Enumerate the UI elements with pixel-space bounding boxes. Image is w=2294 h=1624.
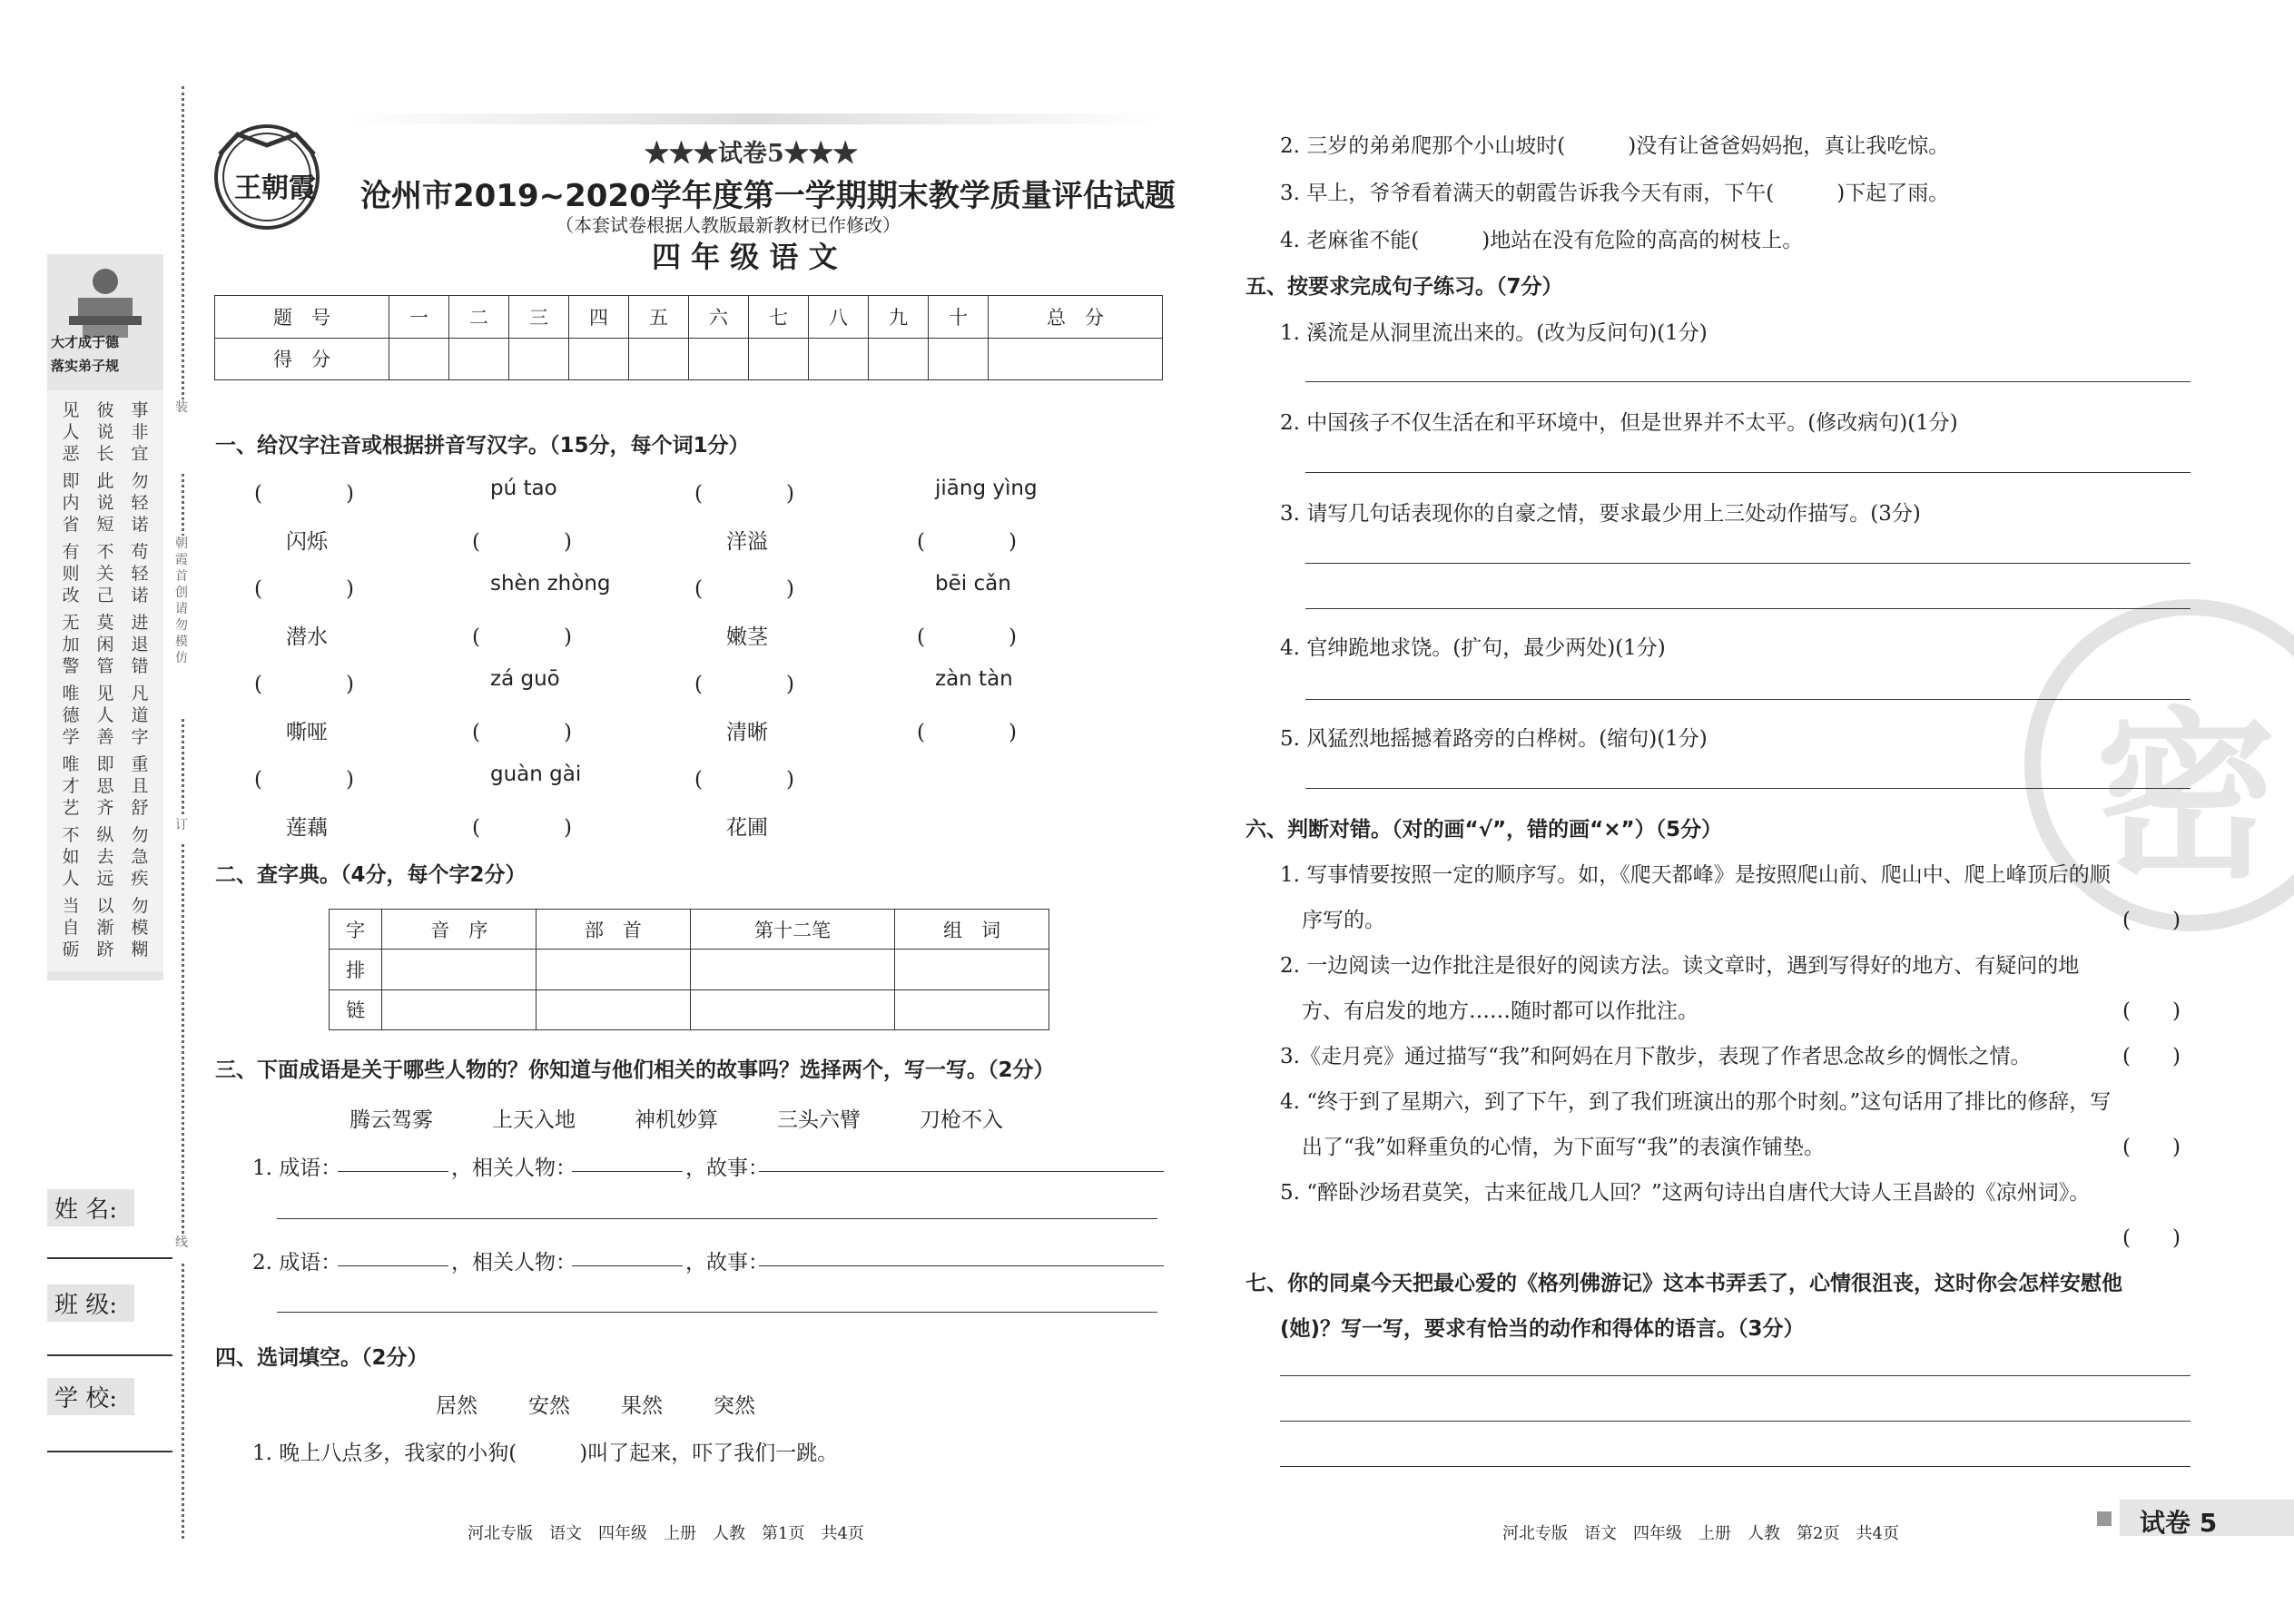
- answer-paren[interactable]: ( ): [694, 482, 794, 506]
- class-field[interactable]: [47, 1354, 172, 1356]
- name-label: 姓 名:: [47, 1189, 134, 1226]
- score-label-cell: 得 分: [215, 338, 389, 380]
- motto-text: 凡 道 字: [131, 684, 149, 747]
- pinyin-text: bēi cǎn: [935, 572, 1011, 595]
- score-header-cell: 一: [389, 296, 449, 339]
- idiom-1-story-line-2[interactable]: [277, 1218, 1157, 1219]
- score-header-cell: 九: [869, 296, 929, 339]
- section-3-title: 三、下面成语是关于哪些人物的？你知道与他们相关的故事吗？选择两个，写一写。（2分）: [215, 1058, 1055, 1082]
- motto-text: 见 人 善: [96, 684, 114, 747]
- side-mark-ding: 订: [171, 817, 192, 844]
- answer-paren[interactable]: ( ): [694, 768, 794, 792]
- fill-q1: 1. 晚上八点多，我家的小狗( )叫了起来，吓了我们一跳。: [252, 1442, 839, 1465]
- comfort-answer-line-2[interactable]: [1280, 1421, 2191, 1422]
- comfort-answer-line-3[interactable]: [1280, 1466, 2191, 1467]
- word-option: 果然: [621, 1394, 663, 1418]
- side-mark-xian: 线: [171, 1235, 192, 1262]
- sentence-q2-answer-line[interactable]: [1305, 472, 2191, 473]
- answer-paren[interactable]: ( ): [254, 673, 354, 696]
- section-7-title-line-2: (她)？写一写，要求有恰当的动作和得体的语言。（3分）: [1280, 1317, 1805, 1341]
- dict-input-cell[interactable]: [537, 989, 691, 1029]
- idiom-item-2-label: 2. 成语：: [252, 1251, 342, 1275]
- score-header-cell: 五: [629, 296, 689, 339]
- answer-paren[interactable]: ( ): [254, 482, 354, 506]
- sidebar-caption-2: 落实弟子规: [51, 358, 120, 374]
- sentence-q3: 3. 请写几句话表现你的自豪之情，要求最少用上三处动作描写。(3分): [1280, 502, 1921, 526]
- motto-text: 勿 模 糊: [131, 896, 149, 960]
- idiom-2-story-label: ，故事：: [685, 1251, 769, 1275]
- idiom-2-story-line-2[interactable]: [277, 1312, 1157, 1313]
- dict-char-cell: 链: [330, 989, 382, 1029]
- score-header-cell: 三: [509, 296, 569, 339]
- section-4-title: 四、选词填空。（2分）: [215, 1346, 428, 1370]
- hanzi-word: 花圃: [726, 815, 768, 840]
- motto-text: 此 说 短: [96, 471, 114, 535]
- word-option: 安然: [528, 1394, 570, 1418]
- fill-q4: 4. 老麻雀不能( )地站在没有危险的高高的树枝上。: [1280, 229, 1804, 252]
- answer-paren[interactable]: ( ): [472, 720, 572, 744]
- class-label: 班 级:: [47, 1284, 134, 1322]
- judge-q2-line-1: 2. 一边阅读一边作批注是很好的阅读方法。读文章时，遇到写得好的地方、有疑问的地: [1280, 954, 2080, 978]
- score-header-cell: 题 号: [215, 296, 389, 339]
- hanzi-word: 嘶哑: [286, 720, 328, 744]
- footer-right: 河北专版 语文 四年级 上册 人教 第2页 共4页: [1502, 1524, 1899, 1543]
- side-mark-notice: 朝霞首创 请勿模仿: [171, 536, 192, 717]
- idiom-word: 神机妙算: [635, 1108, 718, 1132]
- dict-header-cell: 字: [330, 910, 382, 950]
- motto-text: 纵 去 远: [96, 825, 114, 889]
- answer-paren[interactable]: ( ): [917, 529, 1017, 554]
- motto-text: 事 非 宜: [131, 400, 149, 464]
- motto-text: 以 渐 跻: [96, 896, 114, 960]
- sentence-q3-answer-line-2[interactable]: [1305, 608, 2191, 609]
- hanzi-word: 闪烁: [286, 529, 328, 554]
- sentence-q3-answer-line-1[interactable]: [1305, 563, 2191, 564]
- score-input-cell[interactable]: [869, 338, 929, 380]
- answer-paren[interactable]: ( ): [917, 625, 1017, 649]
- score-input-cell[interactable]: [449, 338, 509, 380]
- judge-q5: 5. “醉卧沙场君莫笑，古来征战几人回？”这两句诗出自唐代大诗人王昌龄的《凉州词》。: [1280, 1181, 2091, 1205]
- dict-input-cell[interactable]: [895, 950, 1049, 989]
- school-label: 学 校:: [47, 1378, 134, 1415]
- answer-paren[interactable]: ( ): [472, 529, 572, 554]
- hanzi-word: 清晰: [726, 720, 768, 744]
- footer-badge: 试卷 5: [2140, 1508, 2218, 1538]
- idiom-1-field[interactable]: [338, 1171, 448, 1172]
- dict-char-cell: 排: [330, 950, 382, 989]
- idiom-1-story-field[interactable]: [759, 1171, 1164, 1172]
- motto-text: 唯 德 学: [62, 684, 80, 747]
- motto-block: [47, 390, 163, 971]
- score-header-cell: 二: [449, 296, 509, 339]
- score-input-cell[interactable]: [749, 338, 809, 380]
- answer-paren[interactable]: ( ): [254, 577, 354, 601]
- judge-q3-answer[interactable]: ( ): [2122, 1045, 2181, 1068]
- section-1-title: 一、给汉字注音或根据拼音写汉字。（15分，每个词1分）: [215, 434, 750, 458]
- dict-header-cell: 部 首: [537, 910, 691, 950]
- sentence-q5-answer-line[interactable]: [1305, 788, 2191, 789]
- dict-input-cell[interactable]: [895, 989, 1049, 1029]
- answer-paren[interactable]: ( ): [472, 625, 572, 649]
- dict-header-cell: 第十二笔: [690, 910, 894, 950]
- dict-header-cell: 音 序: [382, 910, 537, 950]
- scholar-icon: [60, 261, 151, 343]
- motto-text: 莫 闲 管: [96, 613, 114, 676]
- idiom-word: 上天入地: [492, 1108, 576, 1132]
- section-7-title-line-1: 七、你的同桌今天把最心爱的《格列佛游记》这本书弄丢了，心情很沮丧，这时你会怎样安慰他: [1245, 1272, 2122, 1295]
- hanzi-word: 潜水: [286, 625, 328, 649]
- grade-subject: 四 年 级 语 文: [652, 240, 838, 274]
- dict-input-cell[interactable]: [382, 989, 537, 1029]
- paper-number: ★★★试卷5★★★: [645, 140, 858, 168]
- word-option: 居然: [436, 1394, 478, 1418]
- motto-text: 苟 轻 诺: [131, 542, 149, 605]
- footer-decor-icon: [2097, 1511, 2112, 1526]
- hanzi-word: 嫩茎: [726, 625, 768, 649]
- answer-paren[interactable]: ( ): [917, 720, 1017, 744]
- score-input-cell[interactable]: [929, 338, 989, 380]
- judge-q1-line-1: 1. 写事情要按照一定的顺序写。如，《爬天都峰》是按照爬山前、爬山中、爬上峰顶后的顺: [1280, 863, 2111, 887]
- fill-q2: 2. 三岁的弟弟爬那个小山坡时( )没有让爸爸妈妈抱，真让我吃惊。: [1280, 134, 1950, 158]
- score-header-cell: 四: [569, 296, 629, 339]
- header-ribbon: [345, 113, 1162, 124]
- motto-text: 进 退 错: [131, 613, 149, 676]
- hanzi-word: 洋溢: [726, 529, 768, 554]
- hanzi-word: 莲藕: [286, 815, 328, 840]
- pinyin-text: jiāng yìng: [935, 477, 1038, 500]
- dict-header-cell: 组 词: [895, 910, 1049, 950]
- motto-text: 即 内 省: [62, 471, 80, 535]
- comfort-answer-line-1[interactable]: [1280, 1375, 2191, 1376]
- sentence-q4-answer-line[interactable]: [1305, 699, 2191, 700]
- name-field[interactable]: [47, 1257, 172, 1259]
- exam-subtitle: （本套试卷根据人教版最新教材已作修改）: [556, 214, 901, 236]
- sentence-q1: 1. 溪流是从洞里流出来的。(改为反问句)(1分): [1280, 321, 1708, 345]
- idiom-2-field[interactable]: [338, 1265, 448, 1266]
- watermark-char: 密: [2095, 692, 2278, 903]
- motto-text: 不 如 人: [62, 825, 80, 889]
- answer-paren[interactable]: ( ): [694, 577, 794, 601]
- binding-line: [182, 86, 184, 1539]
- judge-q3: 3.《走月亮》通过描写“我”和阿妈在月下散步，表现了作者思念故乡的惆怅之情。: [1280, 1045, 2032, 1068]
- motto-text: 勿 轻 诺: [131, 471, 149, 535]
- motto-text: 见 人 恶: [62, 400, 80, 464]
- idiom-word: 三头六臂: [777, 1108, 861, 1132]
- dict-input-cell[interactable]: [690, 950, 894, 989]
- sidebar-panel: [47, 254, 163, 980]
- dict-input-cell[interactable]: [537, 950, 691, 989]
- section-6-title: 六、判断对错。（对的画“√”，错的画“×”）（5分）: [1245, 818, 1723, 842]
- judge-q4-answer[interactable]: ( ): [2122, 1136, 2181, 1159]
- judge-q4-line-1: 4. “终于到了星期六，到了下午，到了我们班演出的那个时刻。”这句话用了排比的修辞，写: [1280, 1090, 2112, 1114]
- score-header-cell: 八: [809, 296, 869, 339]
- motto-text: 重 且 舒: [131, 754, 149, 818]
- pinyin-text: pú tao: [490, 477, 557, 500]
- score-header-cell: 总 分: [989, 296, 1163, 339]
- idiom-item-1-label: 1. 成语：: [252, 1156, 342, 1180]
- idiom-word: 刀枪不入: [920, 1108, 1003, 1132]
- dictionary-table: [329, 909, 1049, 1030]
- score-input-cell[interactable]: [809, 338, 869, 380]
- score-header-cell: 六: [689, 296, 749, 339]
- score-input-cell[interactable]: [689, 338, 749, 380]
- motto-text: 无 加 警: [62, 613, 80, 676]
- judge-q2-line-2: 方、有启发的地方……随时都可以作批注。: [1302, 999, 1698, 1023]
- pinyin-text: shèn zhòng: [490, 572, 611, 595]
- score-table: [214, 295, 1163, 380]
- idiom-1-person-label: ，相关人物：: [451, 1156, 576, 1180]
- idiom-word: 腾云驾雾: [350, 1108, 433, 1132]
- word-option: 突然: [714, 1394, 755, 1418]
- section-5-title: 五、按要求完成句子练习。（7分）: [1245, 275, 1563, 299]
- judge-q1-answer[interactable]: ( ): [2122, 909, 2181, 932]
- fill-q3: 3. 早上，爷爷看着满天的朝霞告诉我今天有雨，下午( )下起了雨。: [1280, 182, 1950, 205]
- motto-text: 彼 说 长: [96, 400, 114, 464]
- sentence-q2: 2. 中国孩子不仅生活在和平环境中，但是世界并不太平。(修改病句)(1分): [1280, 411, 1958, 435]
- judge-q5-answer[interactable]: ( ): [2122, 1226, 2181, 1250]
- judge-q4-line-2: 出了“我”如释重负的心情，为下面写“我”的表演作铺垫。: [1302, 1136, 1826, 1159]
- logo-text: 王朝霞: [234, 172, 316, 204]
- idiom-1-person-field[interactable]: [572, 1171, 683, 1172]
- motto-text: 即 思 齐: [96, 754, 114, 818]
- score-input-cell[interactable]: [509, 338, 569, 380]
- motto-text: 不 关 己: [96, 542, 114, 605]
- side-mark-zhuang: 装: [171, 399, 192, 472]
- pinyin-text: zá guō: [490, 667, 560, 691]
- score-input-cell[interactable]: [389, 338, 449, 380]
- idiom-2-story-field[interactable]: [759, 1265, 1164, 1266]
- footer-left: 河北专版 语文 四年级 上册 人教 第1页 共4页: [468, 1524, 864, 1543]
- judge-q1-line-2: 序写的。: [1302, 909, 1385, 932]
- idiom-2-person-label: ，相关人物：: [451, 1251, 576, 1275]
- answer-paren[interactable]: ( ): [472, 815, 572, 840]
- motto-text: 当 自 砺: [62, 896, 80, 960]
- score-header-cell: 十: [929, 296, 989, 339]
- judge-q2-answer[interactable]: ( ): [2122, 999, 2181, 1023]
- sentence-q5: 5. 风猛烈地摇撼着路旁的白桦树。(缩句)(1分): [1280, 727, 1708, 751]
- motto-text: 有 则 改: [62, 542, 80, 605]
- school-field[interactable]: [47, 1451, 172, 1452]
- idiom-2-person-field[interactable]: [572, 1265, 683, 1266]
- motto-text: 勿 急 疾: [131, 825, 149, 889]
- exam-title: 沧州市2019~2020学年度第一学期期末教学质量评估试题: [360, 178, 1176, 214]
- answer-paren[interactable]: ( ): [694, 673, 794, 696]
- dict-input-cell[interactable]: [382, 950, 537, 989]
- score-input-cell[interactable]: [569, 338, 629, 380]
- idiom-1-story-label: ，故事：: [685, 1156, 769, 1180]
- score-input-cell[interactable]: [629, 338, 689, 380]
- pinyin-text: guàn gài: [490, 763, 582, 786]
- sidebar-caption-1: 大才成于德: [51, 334, 120, 350]
- dict-input-cell[interactable]: [690, 989, 894, 1029]
- score-input-cell[interactable]: [989, 338, 1163, 380]
- score-header-cell: 七: [749, 296, 809, 339]
- pinyin-text: zàn tàn: [935, 667, 1013, 691]
- sentence-q1-answer-line[interactable]: [1305, 381, 2191, 382]
- answer-paren[interactable]: ( ): [254, 768, 354, 792]
- motto-text: 唯 才 艺: [62, 754, 80, 818]
- sentence-q4: 4. 官绅跪地求饶。(扩句，最少两处)(1分): [1280, 636, 1666, 660]
- section-2-title: 二、查字典。（4分，每个字2分）: [215, 863, 527, 887]
